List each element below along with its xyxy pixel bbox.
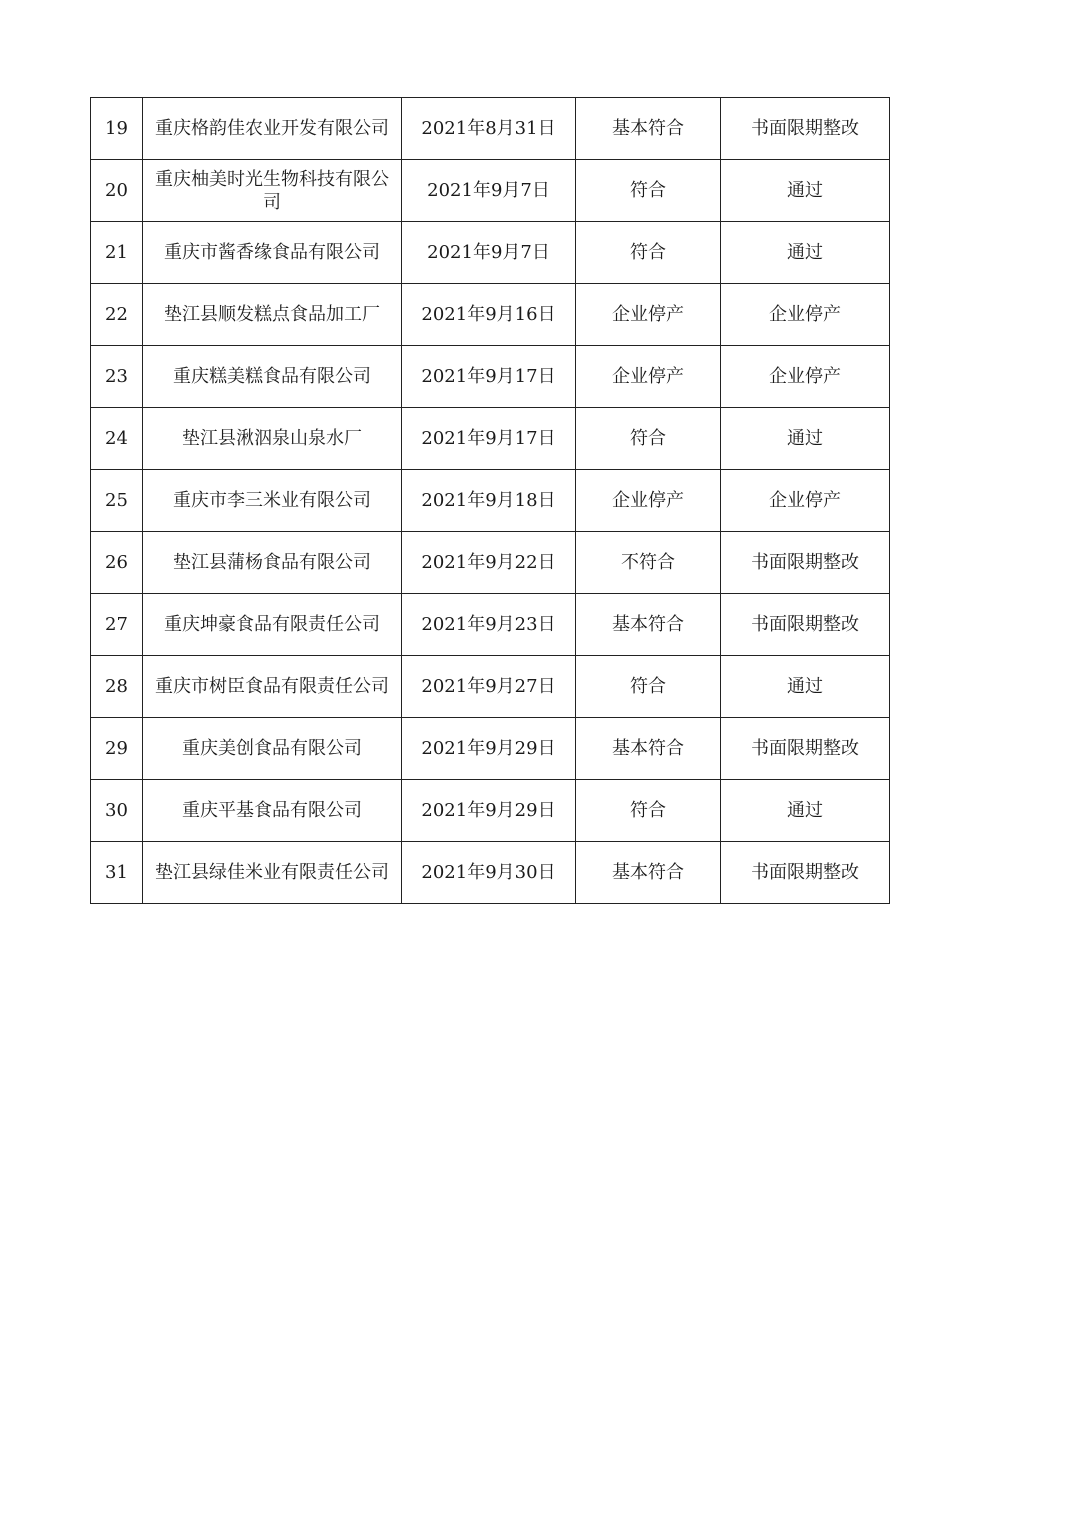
row-number: 24 bbox=[91, 408, 143, 470]
row-number: 26 bbox=[91, 532, 143, 594]
table-row bbox=[91, 718, 890, 780]
table-row bbox=[91, 656, 890, 718]
row-number: 19 bbox=[91, 98, 143, 160]
company-name: 垫江县顺发糕点食品加工厂 bbox=[164, 304, 380, 325]
handling-measure: 书面限期整改 bbox=[721, 594, 890, 656]
table-row bbox=[91, 284, 890, 346]
row-number: 23 bbox=[91, 346, 143, 408]
inspection-result: 符合 bbox=[576, 222, 721, 284]
company-name: 垫江县绿佳米业有限责任公司 bbox=[155, 862, 389, 883]
handling-measure: 通过 bbox=[721, 408, 890, 470]
inspection-result: 不符合 bbox=[576, 532, 721, 594]
row-number: 22 bbox=[91, 284, 143, 346]
table-row bbox=[91, 594, 890, 656]
company-name: 重庆平基食品有限公司 bbox=[182, 800, 362, 821]
handling-measure: 书面限期整改 bbox=[721, 532, 890, 594]
handling-measure: 书面限期整改 bbox=[721, 98, 890, 160]
handling-measure: 通过 bbox=[721, 780, 890, 842]
inspection-date: 2021年9月18日 bbox=[402, 470, 576, 532]
company-name-cell bbox=[143, 780, 402, 842]
inspection-date: 2021年9月27日 bbox=[402, 656, 576, 718]
company-name: 垫江县蒲杨食品有限公司 bbox=[173, 552, 371, 573]
company-name: 重庆坤豪食品有限责任公司 bbox=[164, 614, 380, 635]
table-row bbox=[91, 160, 890, 222]
inspection-date: 2021年9月30日 bbox=[402, 842, 576, 904]
inspection-table-body bbox=[91, 98, 890, 904]
company-name-cell bbox=[143, 98, 402, 160]
handling-measure: 企业停产 bbox=[721, 470, 890, 532]
row-number: 20 bbox=[91, 160, 143, 222]
row-number: 29 bbox=[91, 718, 143, 780]
inspection-result: 符合 bbox=[576, 160, 721, 222]
company-name: 重庆柚美时光生物科技有限公司 bbox=[155, 168, 389, 213]
inspection-result: 企业停产 bbox=[576, 470, 721, 532]
row-number: 28 bbox=[91, 656, 143, 718]
company-name-cell bbox=[143, 594, 402, 656]
row-number: 30 bbox=[91, 780, 143, 842]
handling-measure: 书面限期整改 bbox=[721, 718, 890, 780]
company-name-cell bbox=[143, 842, 402, 904]
company-name: 重庆市树臣食品有限责任公司 bbox=[155, 676, 389, 697]
inspection-result: 符合 bbox=[576, 656, 721, 718]
inspection-date: 2021年9月23日 bbox=[402, 594, 576, 656]
inspection-result: 符合 bbox=[576, 780, 721, 842]
row-number: 27 bbox=[91, 594, 143, 656]
inspection-result: 企业停产 bbox=[576, 346, 721, 408]
inspection-date: 2021年9月17日 bbox=[402, 346, 576, 408]
company-name-cell bbox=[143, 470, 402, 532]
handling-measure: 通过 bbox=[721, 656, 890, 718]
inspection-date: 2021年9月29日 bbox=[402, 780, 576, 842]
company-name-cell bbox=[143, 160, 402, 222]
inspection-date: 2021年9月29日 bbox=[402, 718, 576, 780]
row-number: 31 bbox=[91, 842, 143, 904]
inspection-date: 2021年9月7日 bbox=[402, 222, 576, 284]
table-row bbox=[91, 222, 890, 284]
inspection-table bbox=[90, 97, 890, 904]
company-name: 重庆格韵佳农业开发有限公司 bbox=[155, 118, 389, 139]
company-name-cell bbox=[143, 532, 402, 594]
inspection-result: 企业停产 bbox=[576, 284, 721, 346]
table-row bbox=[91, 408, 890, 470]
row-number: 21 bbox=[91, 222, 143, 284]
handling-measure: 企业停产 bbox=[721, 346, 890, 408]
company-name: 重庆美创食品有限公司 bbox=[182, 738, 362, 759]
inspection-date: 2021年9月7日 bbox=[402, 160, 576, 222]
company-name-cell bbox=[143, 284, 402, 346]
handling-measure: 通过 bbox=[721, 222, 890, 284]
row-number: 25 bbox=[91, 470, 143, 532]
inspection-result: 基本符合 bbox=[576, 718, 721, 780]
inspection-date: 2021年9月16日 bbox=[402, 284, 576, 346]
handling-measure: 书面限期整改 bbox=[721, 842, 890, 904]
company-name-cell bbox=[143, 408, 402, 470]
inspection-date: 2021年9月17日 bbox=[402, 408, 576, 470]
company-name: 重庆糕美糕食品有限公司 bbox=[173, 366, 371, 387]
table-row bbox=[91, 780, 890, 842]
table-row bbox=[91, 842, 890, 904]
company-name-cell bbox=[143, 718, 402, 780]
inspection-result: 基本符合 bbox=[576, 842, 721, 904]
company-name: 重庆市酱香缘食品有限公司 bbox=[164, 242, 380, 263]
handling-measure: 通过 bbox=[721, 160, 890, 222]
inspection-result: 基本符合 bbox=[576, 98, 721, 160]
table-row bbox=[91, 98, 890, 160]
inspection-result: 符合 bbox=[576, 408, 721, 470]
table-row bbox=[91, 532, 890, 594]
company-name: 重庆市李三米业有限公司 bbox=[173, 490, 371, 511]
inspection-date: 2021年9月22日 bbox=[402, 532, 576, 594]
company-name-cell bbox=[143, 346, 402, 408]
company-name: 垫江县湫泅泉山泉水厂 bbox=[182, 428, 362, 449]
company-name-cell bbox=[143, 656, 402, 718]
inspection-date: 2021年8月31日 bbox=[402, 98, 576, 160]
table-row bbox=[91, 346, 890, 408]
table-row bbox=[91, 470, 890, 532]
company-name-cell bbox=[143, 222, 402, 284]
handling-measure: 企业停产 bbox=[721, 284, 890, 346]
inspection-result: 基本符合 bbox=[576, 594, 721, 656]
